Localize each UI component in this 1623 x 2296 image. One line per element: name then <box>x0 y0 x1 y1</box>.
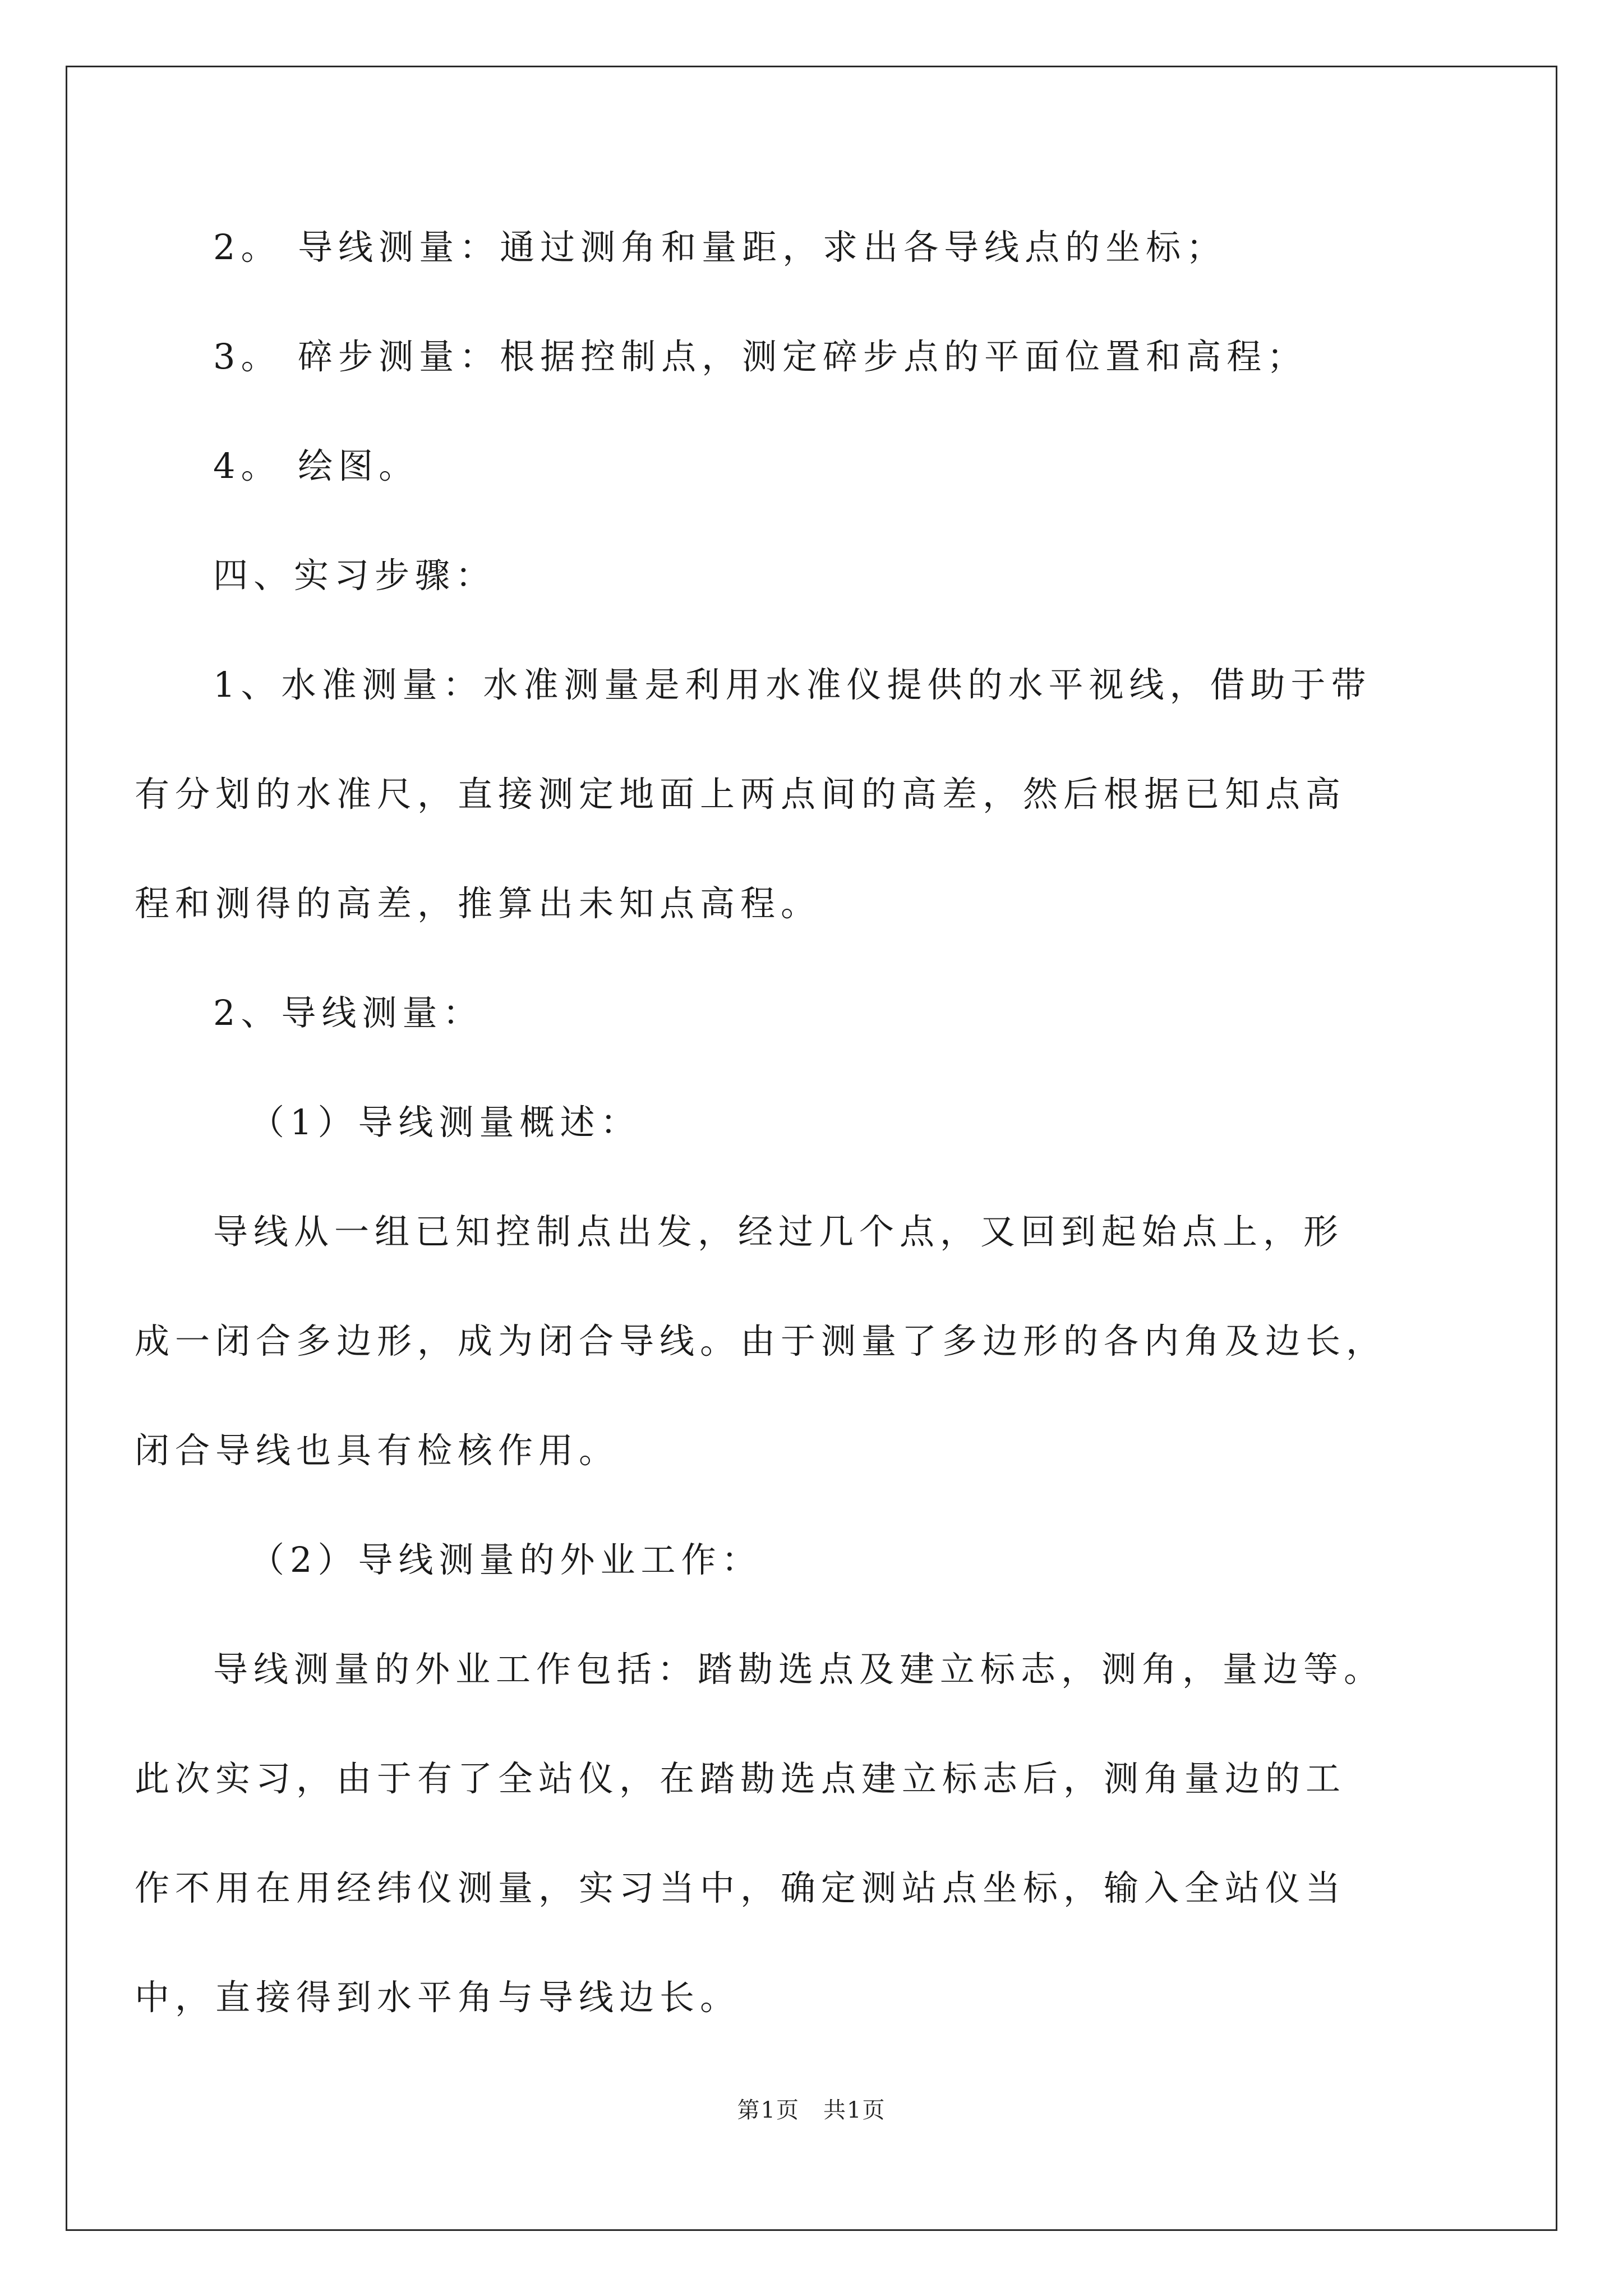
paragraph-line: 有分划的水准尺，直接测定地面上两点间的高差，然后根据已知点高 <box>135 774 1347 815</box>
subsection-heading: （2）导线测量的外业工作： <box>250 1539 762 1580</box>
paragraph-line: 导线测量的外业工作包括：踏勘选点及建立标志，测角，量边等。 <box>213 1649 1385 1690</box>
list-item-2: 2。 导线测量：通过测角和量距，求出各导线点的坐标； <box>213 227 1227 268</box>
paragraph-line: 此次实习，由于有了全站仪，在踏勘选点建立标志后，测角量边的工 <box>135 1758 1347 1799</box>
paragraph-line: 中，直接得到水平角与导线边长。 <box>135 1977 741 2018</box>
paragraph-line: 程和测得的高差，推算出未知点高程。 <box>135 883 822 924</box>
subsection-heading: 2、导线测量： <box>213 992 483 1033</box>
paragraph-line: 1、水准测量：水准测量是利用水准仪提供的水平视线，借助于带 <box>213 664 1372 705</box>
paragraph-line: 作不用在用经纬仪测量，实习当中，确定测站点坐标，输入全站仪当 <box>135 1867 1347 1908</box>
list-item-3: 3。 碎步测量：根据控制点，测定碎步点的平面位置和高程； <box>213 336 1308 377</box>
paragraph-line: 成一闭合多边形，成为闭合导线。由于测量了多边形的各内角及边长， <box>135 1320 1387 1361</box>
paragraph-line: 闭合导线也具有检核作用。 <box>135 1430 620 1471</box>
paragraph-line: 导线从一组已知控制点出发，经过几个点，又回到起始点上，形 <box>213 1211 1344 1252</box>
subsection-heading: （1）导线测量概述： <box>250 1102 641 1143</box>
list-item-4: 4。 绘图。 <box>213 445 419 486</box>
section-heading: 四、实习步骤： <box>213 555 496 596</box>
page-number-footer: 第1页 共1页 <box>737 2097 886 2123</box>
